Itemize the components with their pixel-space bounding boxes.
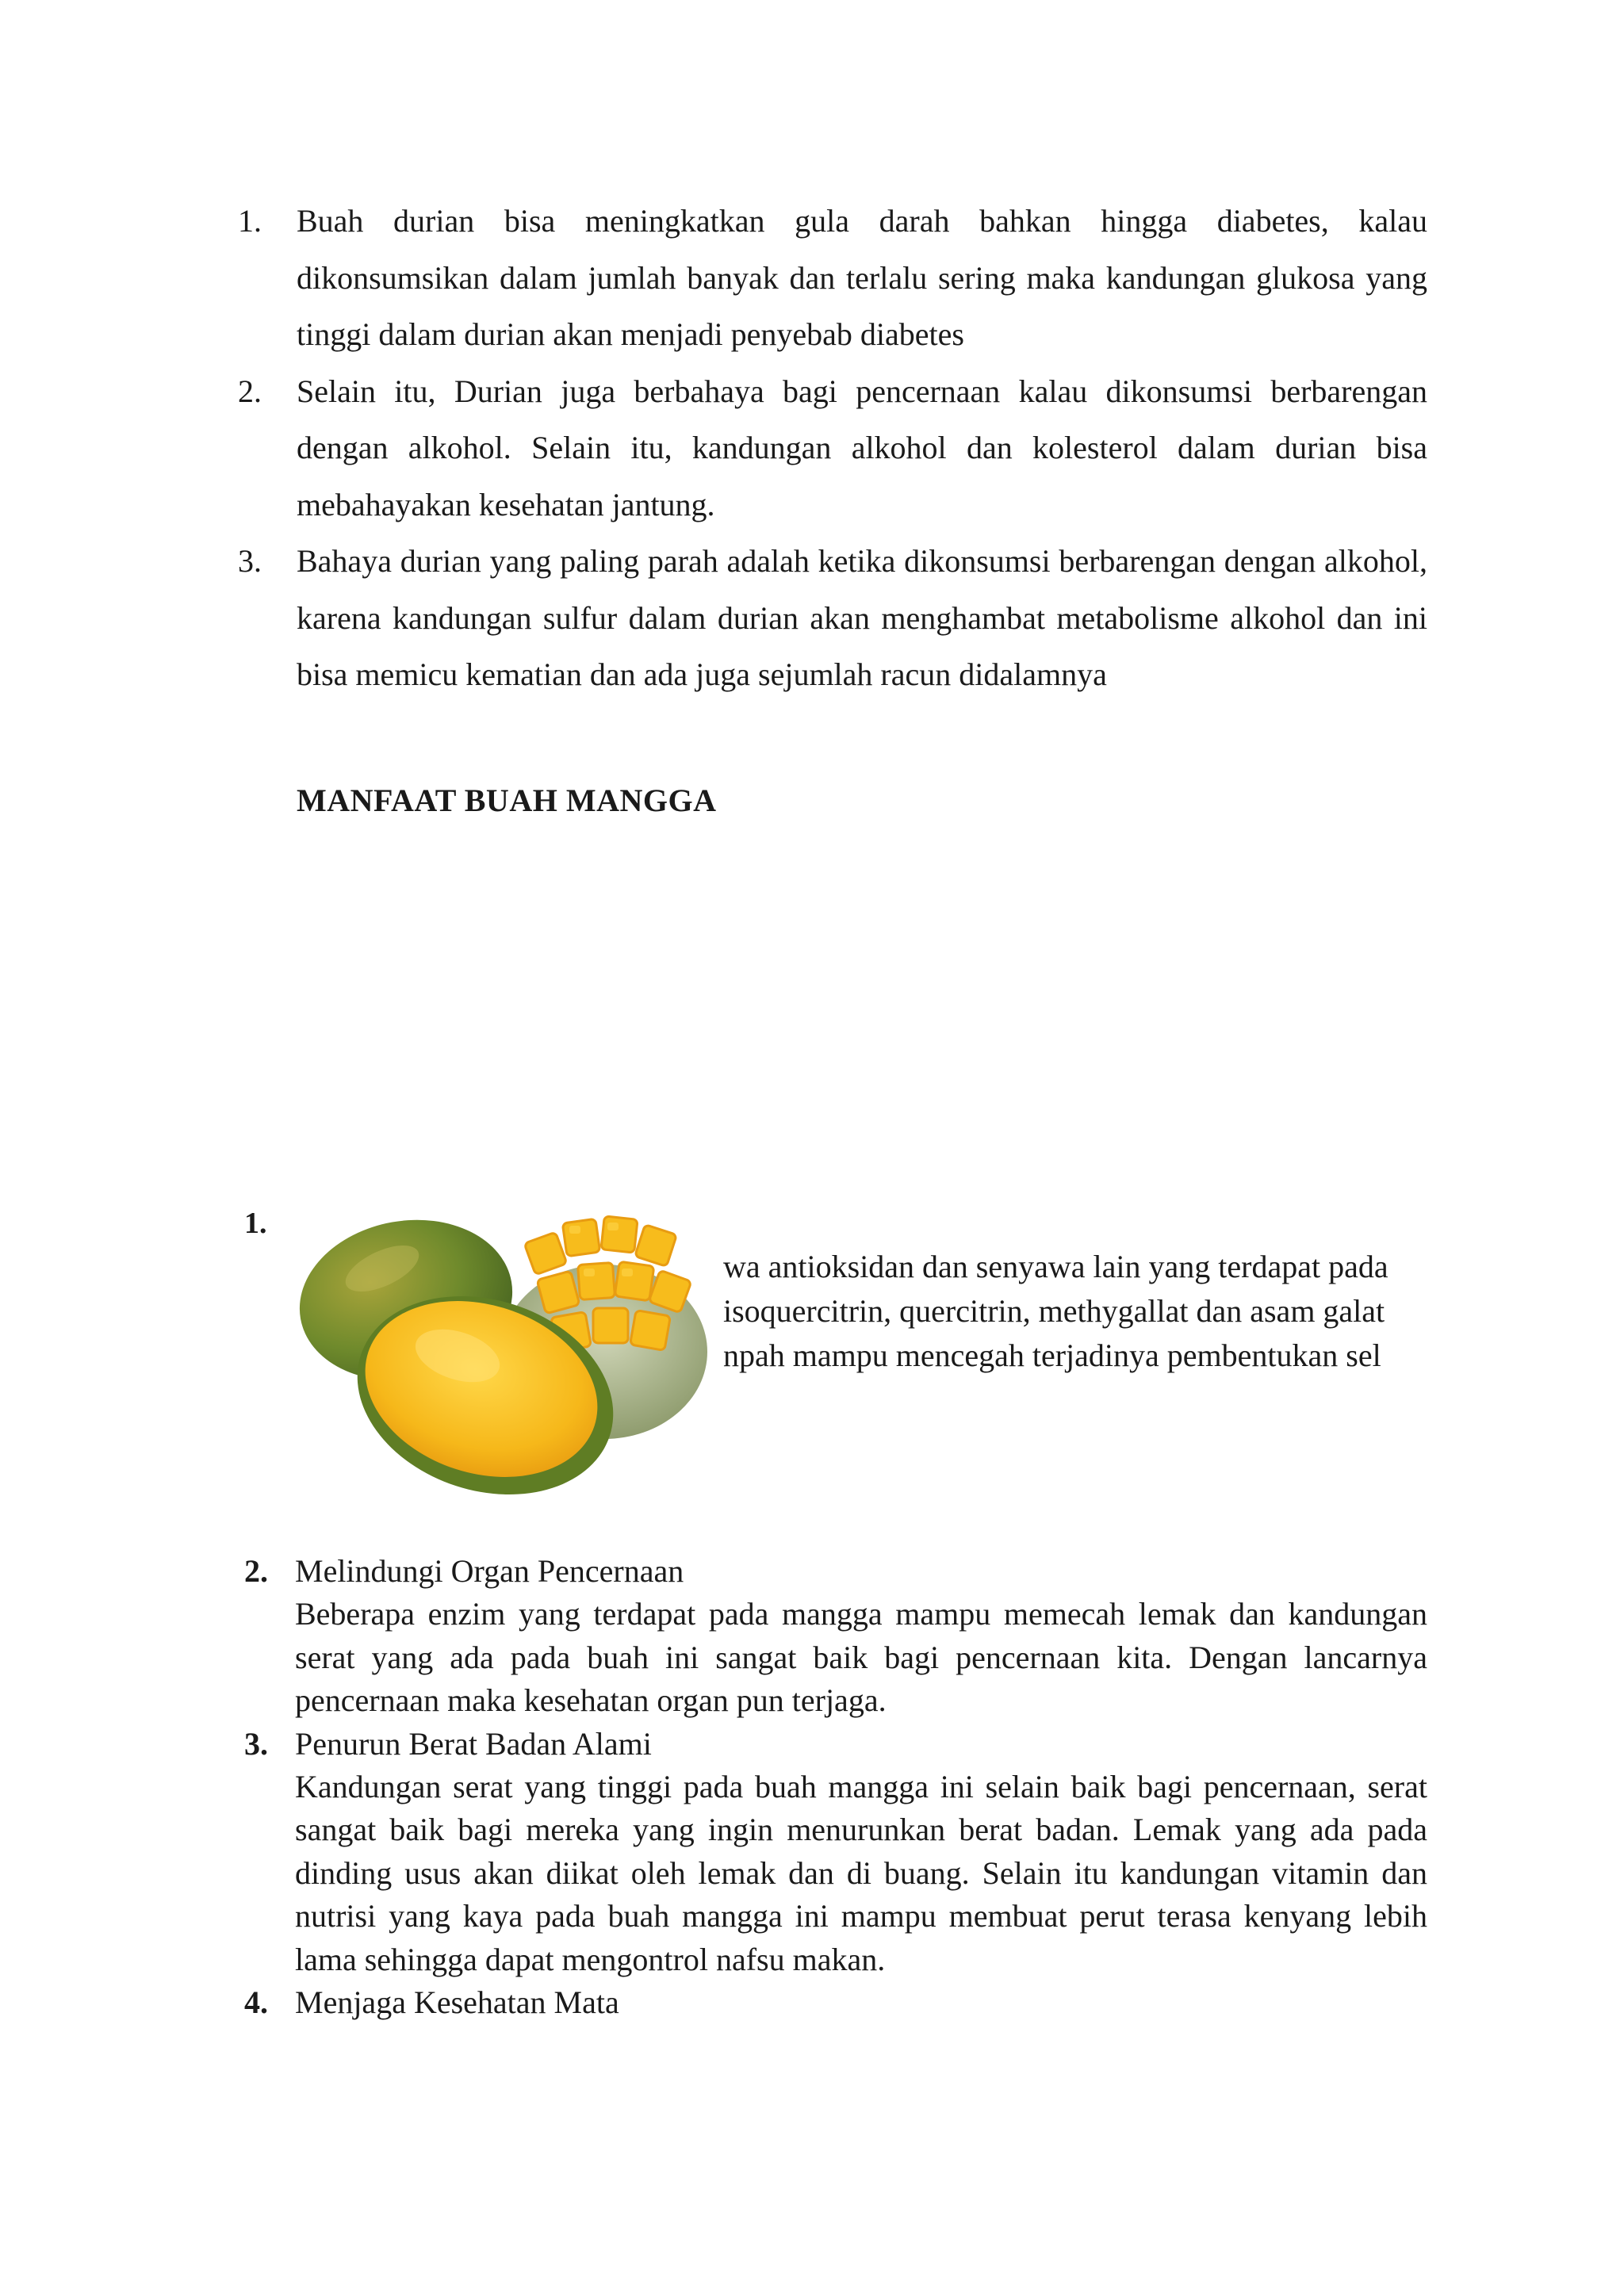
- partial-paragraph: [723, 1245, 1429, 1378]
- text-line: wa antioksidan dan senyawa lain yang terdapat pada: [723, 1249, 1388, 1284]
- list-number: 2.: [244, 1553, 268, 1589]
- mango-benefits-list: [238, 1550, 1427, 2024]
- mango-image: [287, 1165, 731, 1514]
- durian-list: [238, 193, 1427, 703]
- text-line: isoquercitrin, quercitrin, methygallat dan asam galat: [723, 1293, 1385, 1329]
- list-item: [238, 1550, 1427, 1723]
- list-item: [238, 533, 1427, 703]
- list-number: 1.: [238, 203, 262, 239]
- list-number: 1.: [244, 1207, 267, 1240]
- list-number: 4.: [244, 1984, 268, 2021]
- item-body: Kandungan serat yang tinggi pada buah mangga ini selain baik bagi pencernaan, serat sangat baik bagi mereka yang ingin menurunkan berat badan. Lemak yang ada pada dinding usus akan diikat oleh lemak dan di buang. Selain itu kandungan vitamin dan nutrisi yang kaya pada buah mangga ini mampu membuat perut terasa kenyang lebih lama sehingga dapat mengontrol nafsu makan.: [295, 1769, 1427, 1977]
- list-item: [238, 193, 1427, 363]
- list-item: [238, 1723, 1427, 1981]
- list-item: [238, 1981, 1427, 2024]
- list-text: Selain itu, Durian juga berbahaya bagi pencernaan kalau dikonsumsi berbarengan dengan alkohol. Selain itu, kandungan alkohol dan kolesterol dalam durian bisa mebahayakan kesehatan jantung.: [297, 373, 1427, 522]
- list-text: Bahaya durian yang paling parah adalah ketika dikonsumsi berbarengan dengan alkohol, karena kandungan sulfur dalam durian akan menghambat metabolisme alkohol dan ini bisa memicu kematian dan ada juga sejumlah racun didalamnya: [297, 543, 1427, 692]
- item-title: Menjaga Kesehatan Mata: [295, 1984, 619, 2021]
- section-heading: MANFAAT BUAH MANGGA: [297, 783, 717, 818]
- list-item: [238, 363, 1427, 534]
- list-number: 3.: [238, 543, 262, 579]
- text-line: npah mampu mencegah terjadinya pembentukan sel: [723, 1337, 1381, 1373]
- list-number: 3.: [244, 1725, 268, 1762]
- item-title: Melindungi Organ Pencernaan: [295, 1553, 684, 1589]
- item-title: Penurun Berat Badan Alami: [295, 1725, 652, 1762]
- item-body: Beberapa enzim yang terdapat pada mangga mampu memecah lemak dan kandungan serat yang ada pada buah ini sangat baik bagi pencernaan kita. Dengan lancarnya pencernaan maka kesehatan organ pun terjaga.: [295, 1596, 1427, 1719]
- list-number: 2.: [238, 373, 262, 409]
- list-text: Buah durian bisa meningkatkan gula darah bahkan hingga diabetes, kalau dikonsumsikan dalam jumlah banyak dan terlalu sering maka kandungan glukosa yang tinggi dalam durian akan menjadi penyebab diabetes: [297, 203, 1427, 352]
